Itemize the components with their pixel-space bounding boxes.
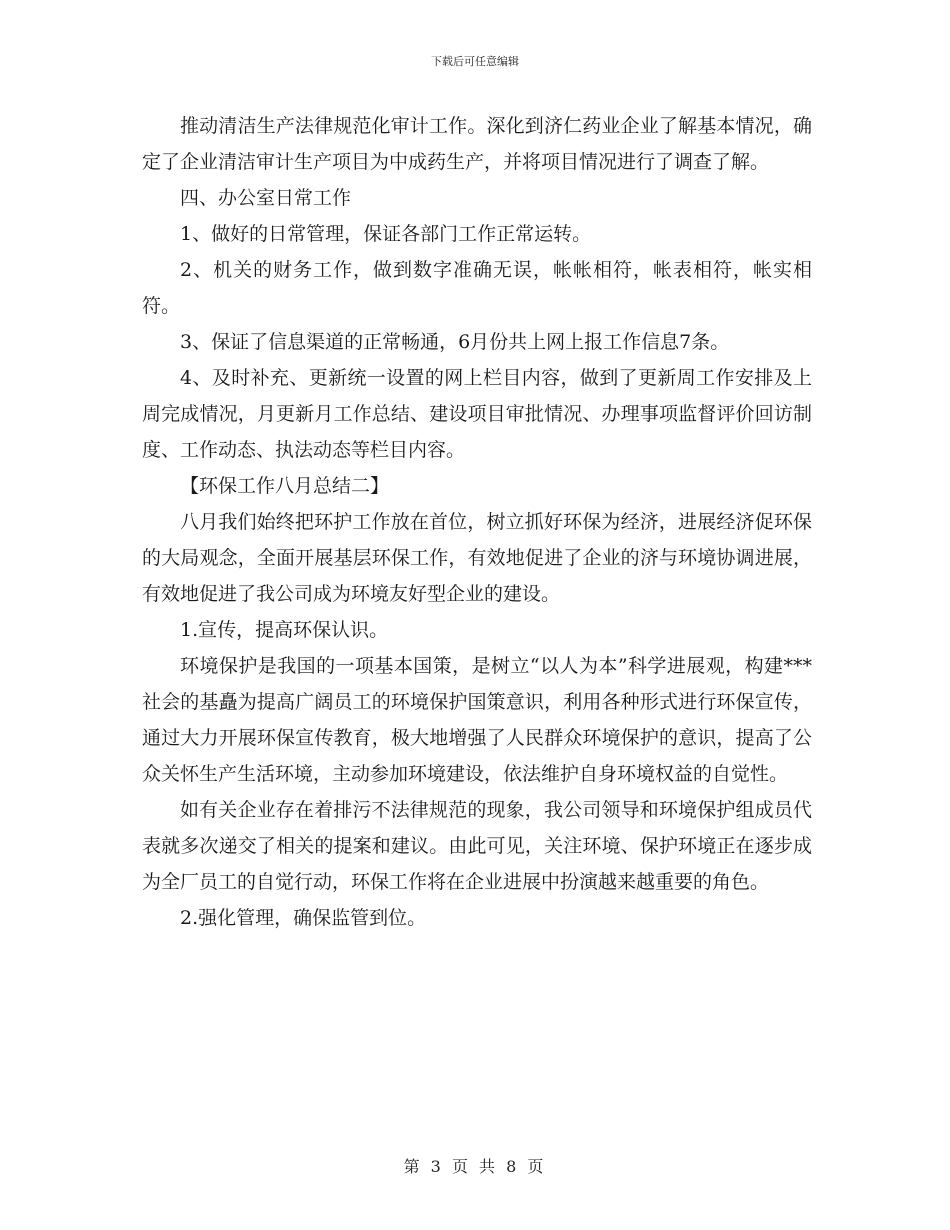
list-item: 1、做好的日常管理，保证各部门工作正常运转。 <box>180 223 592 245</box>
document-body <box>142 108 812 936</box>
section-heading: 四、办公室日常工作 <box>180 187 352 209</box>
page-header-note: 下载后可任意编辑 <box>431 55 519 68</box>
paragraph: 如有关企业存在着排污不法律规范的现象，我公司领导和环境保护组成员代表就多次递交了相关的提案和建议。由此可见，关注环境、保护环境正在逐步成为全厂员工的自觉行动，环保工作将在企业进展中扮演越来越重要的角色。 <box>142 799 812 893</box>
list-item: 4、及时补充、更新统一设置的网上栏目内容，做到了更新周工作安排及上周完成情况，月更新月工作总结、建设项目审批情况、办理事项监督评价回访制度、工作动态、执法动态等栏目内容。 <box>142 367 812 461</box>
list-item: 2、机关的财务工作，做到数字准确无误，帐帐相符，帐表相符，帐实相符。 <box>142 259 812 317</box>
section-title: 【环保工作八月总结二】 <box>180 475 390 497</box>
subsection-heading: 1.宣传，提高环保认识。 <box>180 619 389 641</box>
list-item: 3、保证了信息渠道的正常畅通，6月份共上网上报工作信息7条。 <box>180 331 730 353</box>
page-number: 第 3 页 共 8 页 <box>403 1157 547 1176</box>
paragraph: 推动清洁生产法律规范化审计工作。深化到济仁药业企业了解基本情况，确定了企业清洁审计生产项目为中成药生产，并将项目情况进行了调查了解。 <box>142 115 812 173</box>
subsection-heading: 2.强化管理，确保监管到位。 <box>180 907 427 929</box>
paragraph: 八月我们始终把环护工作放在首位，树立抓好环保为经济，进展经济促环保的大局观念，全面开展基层环保工作，有效地促进了企业的济与环境协调进展，有效地促进了我公司成为环境友好型企业的建设。 <box>142 511 812 605</box>
paragraph: 环境保护是我国的一项基本国策，是树立“以人为本”科学进展观，构建***社会的基矗为提高广阔员工的环境保护国策意识，利用各种形式进行环保宣传，通过大力开展环保宣传教育，极大地增强了人民群众环境保护的意识，提高了公众关怀生产生活环境，主动参加环境建设，依法维护自身环境权益的自觉性。 <box>142 655 812 785</box>
